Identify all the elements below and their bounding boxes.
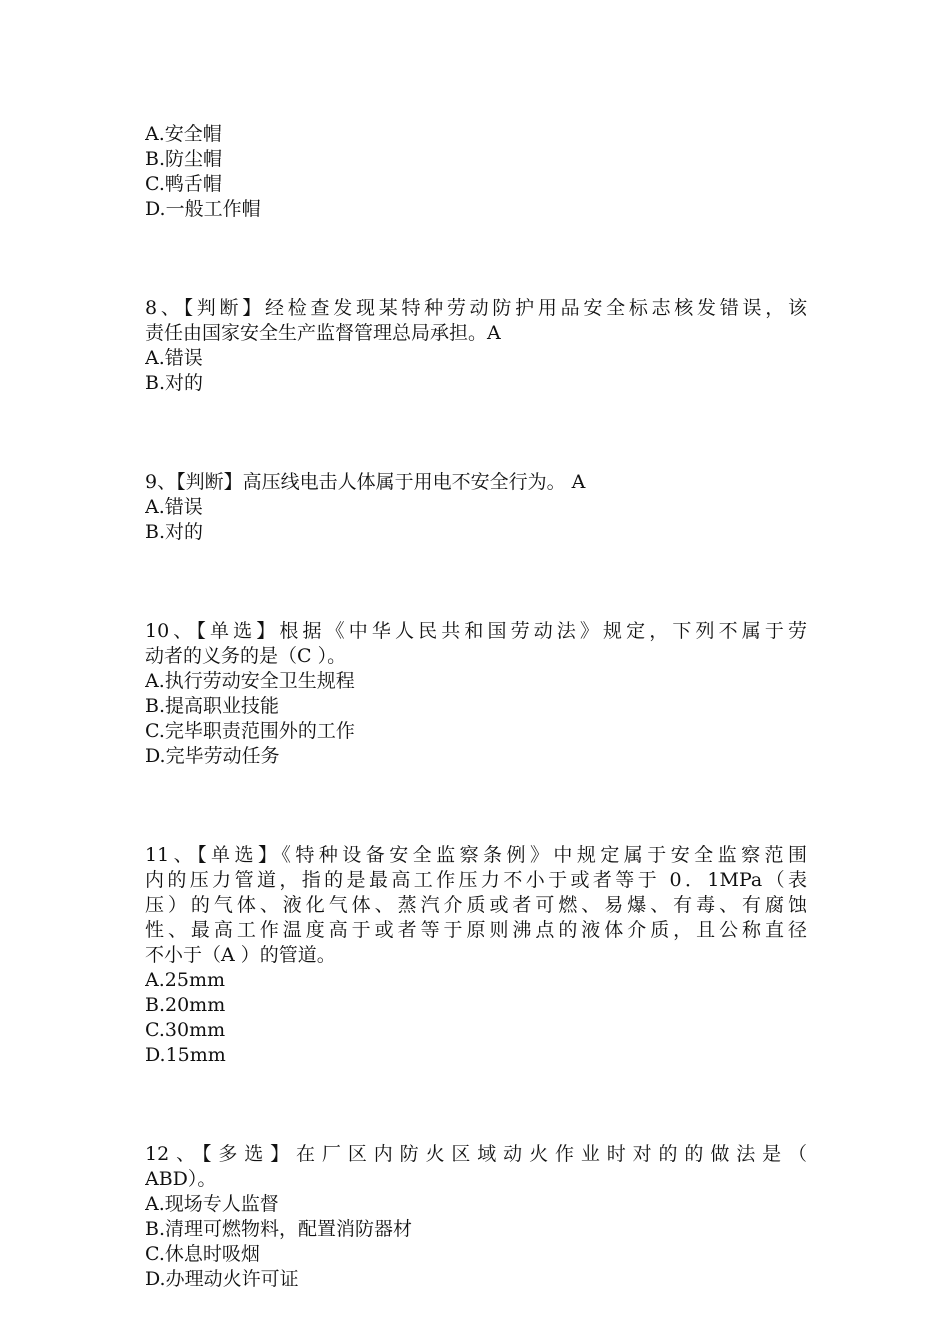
spacer (145, 396, 807, 470)
spacer (145, 769, 807, 843)
option: A.安全帽 (145, 123, 222, 145)
spacer (145, 1068, 807, 1142)
question-11 (145, 843, 807, 1068)
question-8 (145, 296, 807, 396)
option: A.25mm (145, 969, 225, 991)
question-stem-line: 12、【多选】在厂区内防火区域动火作业时对的的做法是（ (145, 1143, 807, 1165)
question-10 (145, 619, 807, 769)
question-stem-line: 8、【判断】经检查发现某特种劳动防护用品安全标志核发错误，该 (145, 297, 807, 319)
spacer (145, 222, 807, 296)
option: D.办理动火许可证 (145, 1268, 299, 1290)
option: B.防尘帽 (145, 148, 223, 170)
option: A.错误 (145, 347, 203, 369)
question-stem-line: 动者的义务的是（C ）。 (145, 645, 347, 667)
option: A.执行劳动安全卫生规程 (145, 670, 355, 692)
spacer (145, 545, 807, 619)
option: B.对的 (145, 372, 204, 394)
option: A.现场专人监督 (145, 1193, 279, 1215)
question-stem-line: 不小于（A ）的管道。 (145, 944, 336, 966)
question-stem-line: 压）的气体、液化气体、蒸汽介质或者可燃、易爆、有毒、有腐蚀 (145, 894, 807, 916)
question-stem-line: ABD）。 (145, 1168, 217, 1190)
document-page (145, 122, 807, 1292)
question-9 (145, 470, 807, 545)
question-7-options (145, 122, 807, 222)
option: C.完毕职责范围外的工作 (145, 720, 355, 742)
question-stem-line: 9、【判断】高压线电击人体属于用电不安全行为。 A (145, 471, 586, 493)
question-stem-line: 内的压力管道，指的是最高工作压力不小于或者等于 0．1MPa（表 (145, 869, 807, 891)
option: C.鸭舌帽 (145, 173, 222, 195)
question-12 (145, 1142, 807, 1292)
option: C.休息时吸烟 (145, 1243, 260, 1265)
question-stem-line: 性、最高工作温度高于或者等于原则沸点的液体介质，且公称直径 (145, 919, 807, 941)
question-stem-line: 10、【单选】根据《中华人民共和国劳动法》规定，下列不属于劳 (145, 620, 807, 642)
question-stem-line: 11、【单选】《特种设备安全监察条例》中规定属于安全监察范围 (145, 844, 807, 866)
option: D.完毕劳动任务 (145, 745, 280, 767)
option: C.30mm (145, 1019, 226, 1041)
option: B.对的 (145, 521, 204, 543)
option: B.清理可燃物料，配置消防器材 (145, 1218, 413, 1240)
option: A.错误 (145, 496, 203, 518)
option: B.提高职业技能 (145, 695, 280, 717)
option: D.15mm (145, 1044, 226, 1066)
question-stem-line: 责任由国家安全生产监督管理总局承担。A (145, 322, 501, 344)
option: B.20mm (145, 994, 226, 1016)
option: D.一般工作帽 (145, 198, 261, 220)
